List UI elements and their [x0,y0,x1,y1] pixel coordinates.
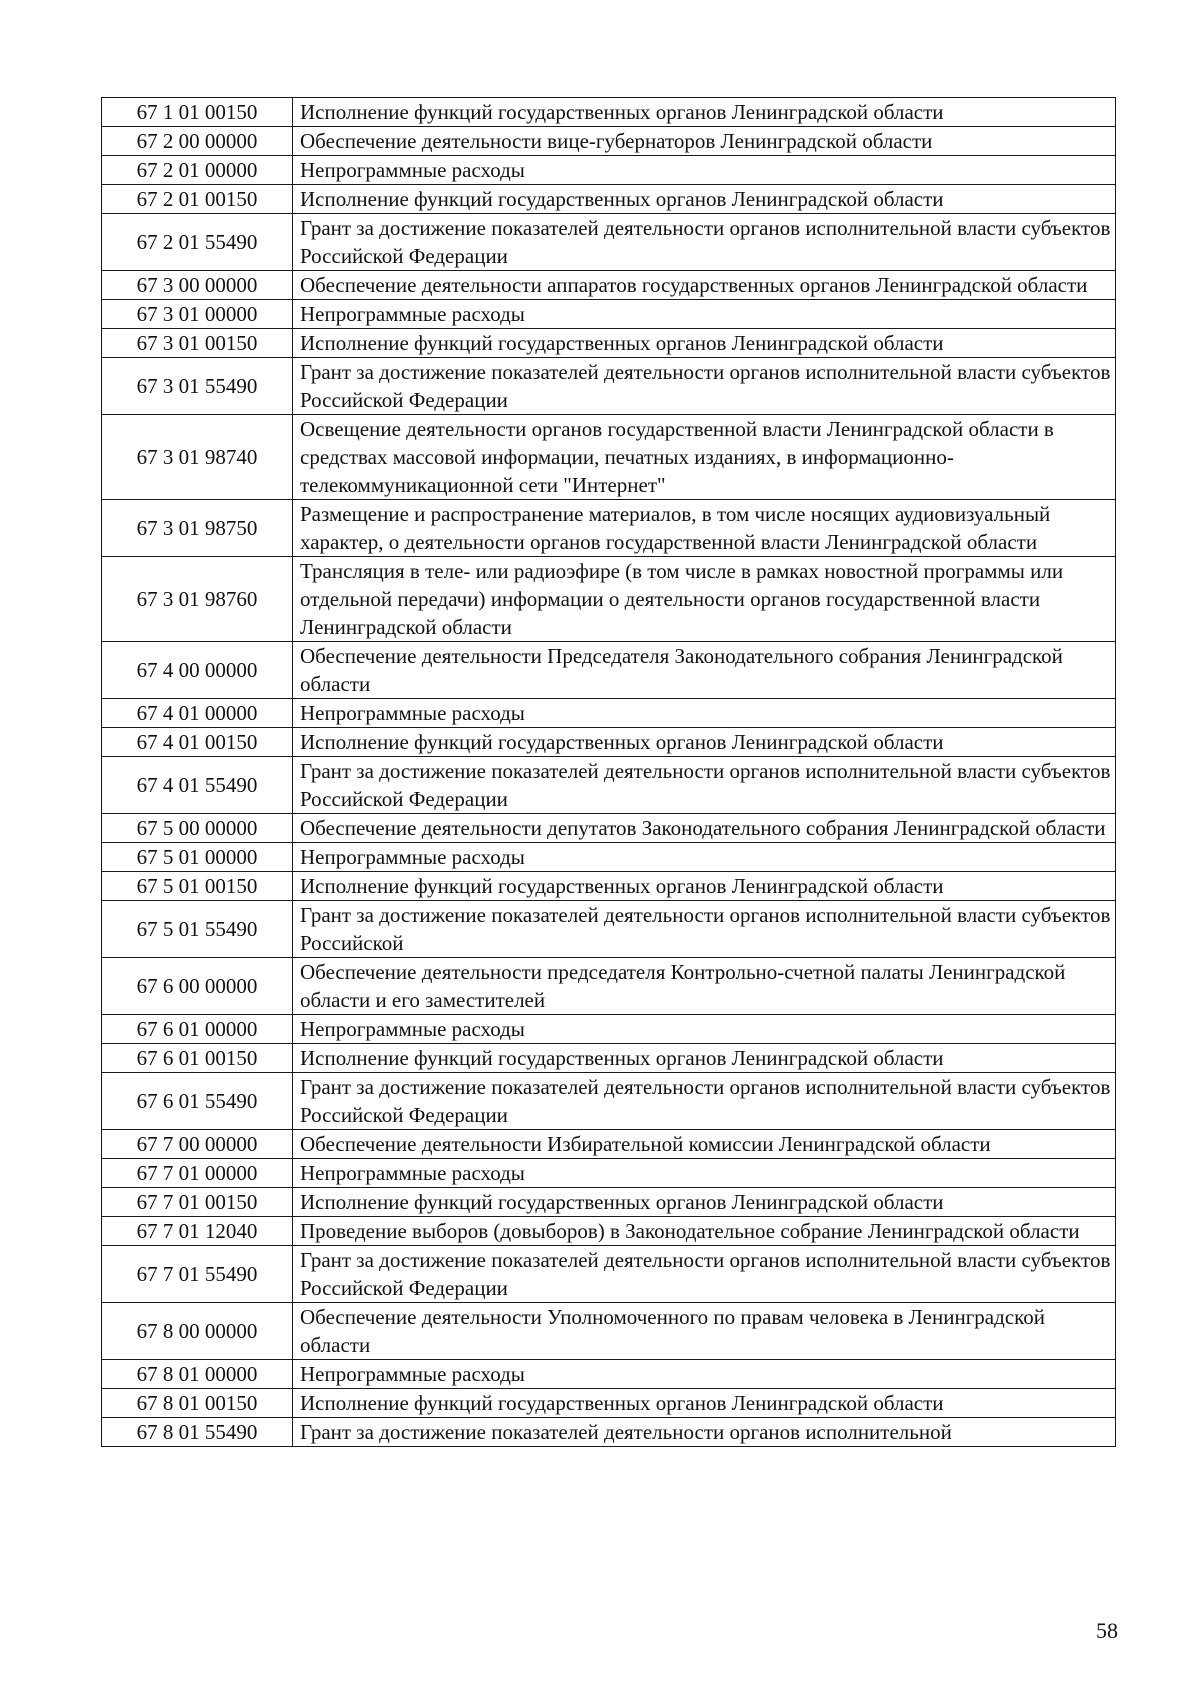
row-code: 67 3 01 98750 [102,500,293,557]
row-code: 67 1 01 00150 [102,98,293,127]
row-code: 67 4 01 00150 [102,728,293,757]
row-name: Освещение деятельности органов государственной власти Ленинградской области в средствах массовой информации, печатных изданиях, в информационно-телекоммуникационной сети "Интернет" [293,415,1116,500]
table-row [102,358,1116,415]
row-code: 67 3 01 98760 [102,557,293,642]
row-name: Грант за достижение показателей деятельности органов исполнительной власти субъектов Российской Федерации [293,358,1116,415]
row-name: Размещение и распространение материалов, в том числе носящих аудиовизуальный характер, о деятельности органов государственной власти Ленинградской области [293,500,1116,557]
table-row [102,1217,1116,1246]
row-name: Непрограммные расходы [293,156,1116,185]
table-row [102,814,1116,843]
row-code: 67 6 01 00150 [102,1044,293,1073]
row-name: Исполнение функций государственных органов Ленинградской области [293,872,1116,901]
row-code: 67 7 00 00000 [102,1130,293,1159]
table-row [102,271,1116,300]
table-row [102,1015,1116,1044]
row-name: Обеспечение деятельности председателя Контрольно-счетной палаты Ленинградской области и его заместителей [293,958,1116,1015]
row-name: Исполнение функций государственных органов Ленинградской области [293,98,1116,127]
row-name: Обеспечение деятельности Избирательной комиссии Ленинградской области [293,1130,1116,1159]
row-name: Обеспечение деятельности Уполномоченного по правам человека в Ленинградской области [293,1303,1116,1360]
table-row [102,728,1116,757]
table-row [102,1303,1116,1360]
row-name: Обеспечение деятельности вице-губернаторов Ленинградской области [293,127,1116,156]
table-row [102,642,1116,699]
row-code: 67 2 01 00000 [102,156,293,185]
row-name: Исполнение функций государственных органов Ленинградской области [293,329,1116,358]
row-name: Грант за достижение показателей деятельности органов исполнительной власти субъектов Российской [293,901,1116,958]
row-code: 67 6 00 00000 [102,958,293,1015]
table-row [102,1360,1116,1389]
row-code: 67 8 01 00150 [102,1389,293,1418]
table-row [102,699,1116,728]
row-name: Непрограммные расходы [293,300,1116,329]
row-name: Исполнение функций государственных органов Ленинградской области [293,1188,1116,1217]
table-row [102,958,1116,1015]
row-name: Непрограммные расходы [293,699,1116,728]
row-name: Обеспечение деятельности аппаратов государственных органов Ленинградской области [293,271,1116,300]
table-row [102,757,1116,814]
row-name: Исполнение функций государственных органов Ленинградской области [293,185,1116,214]
table-row [102,329,1116,358]
table-row [102,185,1116,214]
row-name: Грант за достижение показателей деятельности органов исполнительной власти субъектов Российской Федерации [293,1073,1116,1130]
row-name: Проведение выборов (довыборов) в Законодательное собрание Ленинградской области [293,1217,1116,1246]
table-row [102,557,1116,642]
table-row [102,1073,1116,1130]
row-code: 67 4 01 00000 [102,699,293,728]
page-number: 58 [1096,1618,1118,1643]
row-code: 67 5 00 00000 [102,814,293,843]
row-name: Исполнение функций государственных органов Ленинградской области [293,1044,1116,1073]
row-code: 67 8 01 55490 [102,1418,293,1447]
table-row [102,1130,1116,1159]
row-code: 67 3 01 00150 [102,329,293,358]
table-body [102,98,1116,1447]
row-name: Грант за достижение показателей деятельности органов исполнительной [293,1418,1116,1447]
row-code: 67 7 01 12040 [102,1217,293,1246]
row-name: Непрограммные расходы [293,843,1116,872]
table-row [102,1389,1116,1418]
table-row [102,500,1116,557]
row-name: Грант за достижение показателей деятельности органов исполнительной власти субъектов Российской Федерации [293,214,1116,271]
row-code: 67 8 00 00000 [102,1303,293,1360]
row-code: 67 5 01 00150 [102,872,293,901]
table-row [102,1418,1116,1447]
table-row [102,1188,1116,1217]
row-name: Непрограммные расходы [293,1015,1116,1044]
row-code: 67 2 01 55490 [102,214,293,271]
row-code: 67 6 01 00000 [102,1015,293,1044]
table-row [102,1044,1116,1073]
table-row [102,843,1116,872]
row-name: Обеспечение деятельности депутатов Законодательного собрания Ленинградской области [293,814,1116,843]
row-name: Непрограммные расходы [293,1159,1116,1188]
row-code: 67 7 01 00000 [102,1159,293,1188]
row-code: 67 3 01 98740 [102,415,293,500]
row-code: 67 7 01 00150 [102,1188,293,1217]
table-row [102,300,1116,329]
row-code: 67 4 00 00000 [102,642,293,699]
row-code: 67 7 01 55490 [102,1246,293,1303]
row-code: 67 3 01 55490 [102,358,293,415]
row-code: 67 5 01 00000 [102,843,293,872]
row-code: 67 4 01 55490 [102,757,293,814]
table-row [102,127,1116,156]
row-code: 67 3 01 00000 [102,300,293,329]
row-name: Исполнение функций государственных органов Ленинградской области [293,728,1116,757]
table-row [102,1246,1116,1303]
row-name: Трансляция в теле- или радиоэфире (в том числе в рамках новостной программы или отдельной передачи) информации о деятельности органов государственной власти Ленинградской области [293,557,1116,642]
table-row [102,872,1116,901]
table-row [102,98,1116,127]
row-name: Грант за достижение показателей деятельности органов исполнительной власти субъектов Российской Федерации [293,1246,1116,1303]
budget-classification-table [101,97,1116,1447]
row-name: Исполнение функций государственных органов Ленинградской области [293,1389,1116,1418]
row-name: Непрограммные расходы [293,1360,1116,1389]
row-name: Обеспечение деятельности Председателя Законодательного собрания Ленинградской области [293,642,1116,699]
table-row [102,415,1116,500]
row-code: 67 3 00 00000 [102,271,293,300]
table-row [102,214,1116,271]
row-code: 67 2 00 00000 [102,127,293,156]
table-row [102,901,1116,958]
table-row [102,156,1116,185]
row-code: 67 8 01 00000 [102,1360,293,1389]
row-code: 67 5 01 55490 [102,901,293,958]
row-code: 67 2 01 00150 [102,185,293,214]
row-code: 67 6 01 55490 [102,1073,293,1130]
table-row [102,1159,1116,1188]
row-name: Грант за достижение показателей деятельности органов исполнительной власти субъектов Российской Федерации [293,757,1116,814]
